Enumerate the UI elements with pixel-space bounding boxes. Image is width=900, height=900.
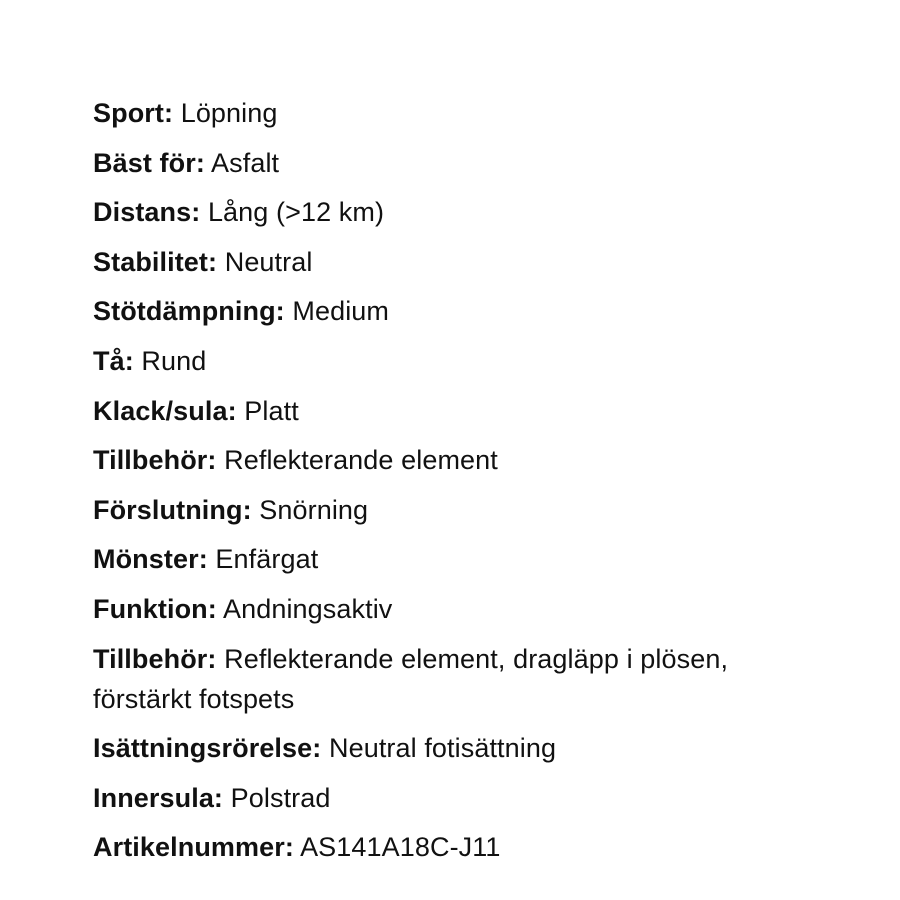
spec-value: AS141A18C-J11 (300, 832, 501, 863)
spec-label: Bäst för: (93, 147, 205, 178)
spec-value: Andningsaktiv (223, 593, 393, 624)
spec-row-closure (93, 490, 853, 530)
spec-value-continued: förstärkt fotspets (93, 683, 295, 714)
spec-row-stability (93, 242, 853, 282)
spec-value: Asfalt (211, 147, 280, 178)
spec-value: Snörning (259, 494, 369, 525)
spec-row-pattern (93, 539, 853, 579)
spec-label: Tillbehör: (93, 643, 217, 674)
spec-row-best-for (93, 143, 853, 183)
spec-value: Rund (141, 345, 207, 376)
spec-value: Löpning (180, 98, 278, 128)
spec-row-sport (93, 93, 853, 133)
spec-row-toe (93, 341, 853, 381)
spec-value: Platt (244, 395, 299, 426)
spec-label: Stötdämpning: (93, 296, 285, 327)
spec-label: Distans: (93, 197, 201, 228)
spec-value: Medium (292, 296, 390, 327)
spec-row-heel-sole (93, 391, 853, 431)
spec-label: Sport: (93, 98, 174, 128)
spec-label: Klack/sula: (93, 395, 237, 426)
spec-label: Funktion: (93, 593, 217, 624)
spec-row-distance (93, 192, 853, 232)
spec-row-accessories-detail (93, 639, 853, 719)
spec-value: Polstrad (230, 782, 331, 813)
spec-value: Neutral (224, 246, 313, 277)
spec-label: Förslutning: (93, 494, 252, 525)
spec-row-insole (93, 778, 853, 818)
product-spec-list (93, 93, 853, 877)
spec-row-foot-strike (93, 728, 853, 768)
spec-row-accessories (93, 440, 853, 480)
spec-row-article-number (93, 827, 853, 867)
spec-row-function (93, 589, 853, 629)
spec-value: Reflekterande element, dragläpp i plösen, (224, 643, 729, 674)
spec-label: Mönster: (93, 544, 208, 575)
spec-label: Innersula: (93, 782, 224, 813)
spec-value: Lång (>12 km) (207, 197, 385, 228)
spec-label: Tillbehör: (93, 445, 217, 476)
spec-label: Stabilitet: (93, 246, 218, 277)
spec-value: Reflekterande element (224, 445, 498, 476)
spec-label: Tå: (93, 345, 134, 376)
spec-row-cushioning (93, 291, 853, 331)
spec-value: Neutral fotisättning (328, 733, 557, 764)
spec-label: Isättningsrörelse: (93, 733, 322, 764)
spec-label: Artikelnummer: (93, 832, 294, 863)
spec-value: Enfärgat (215, 544, 319, 575)
